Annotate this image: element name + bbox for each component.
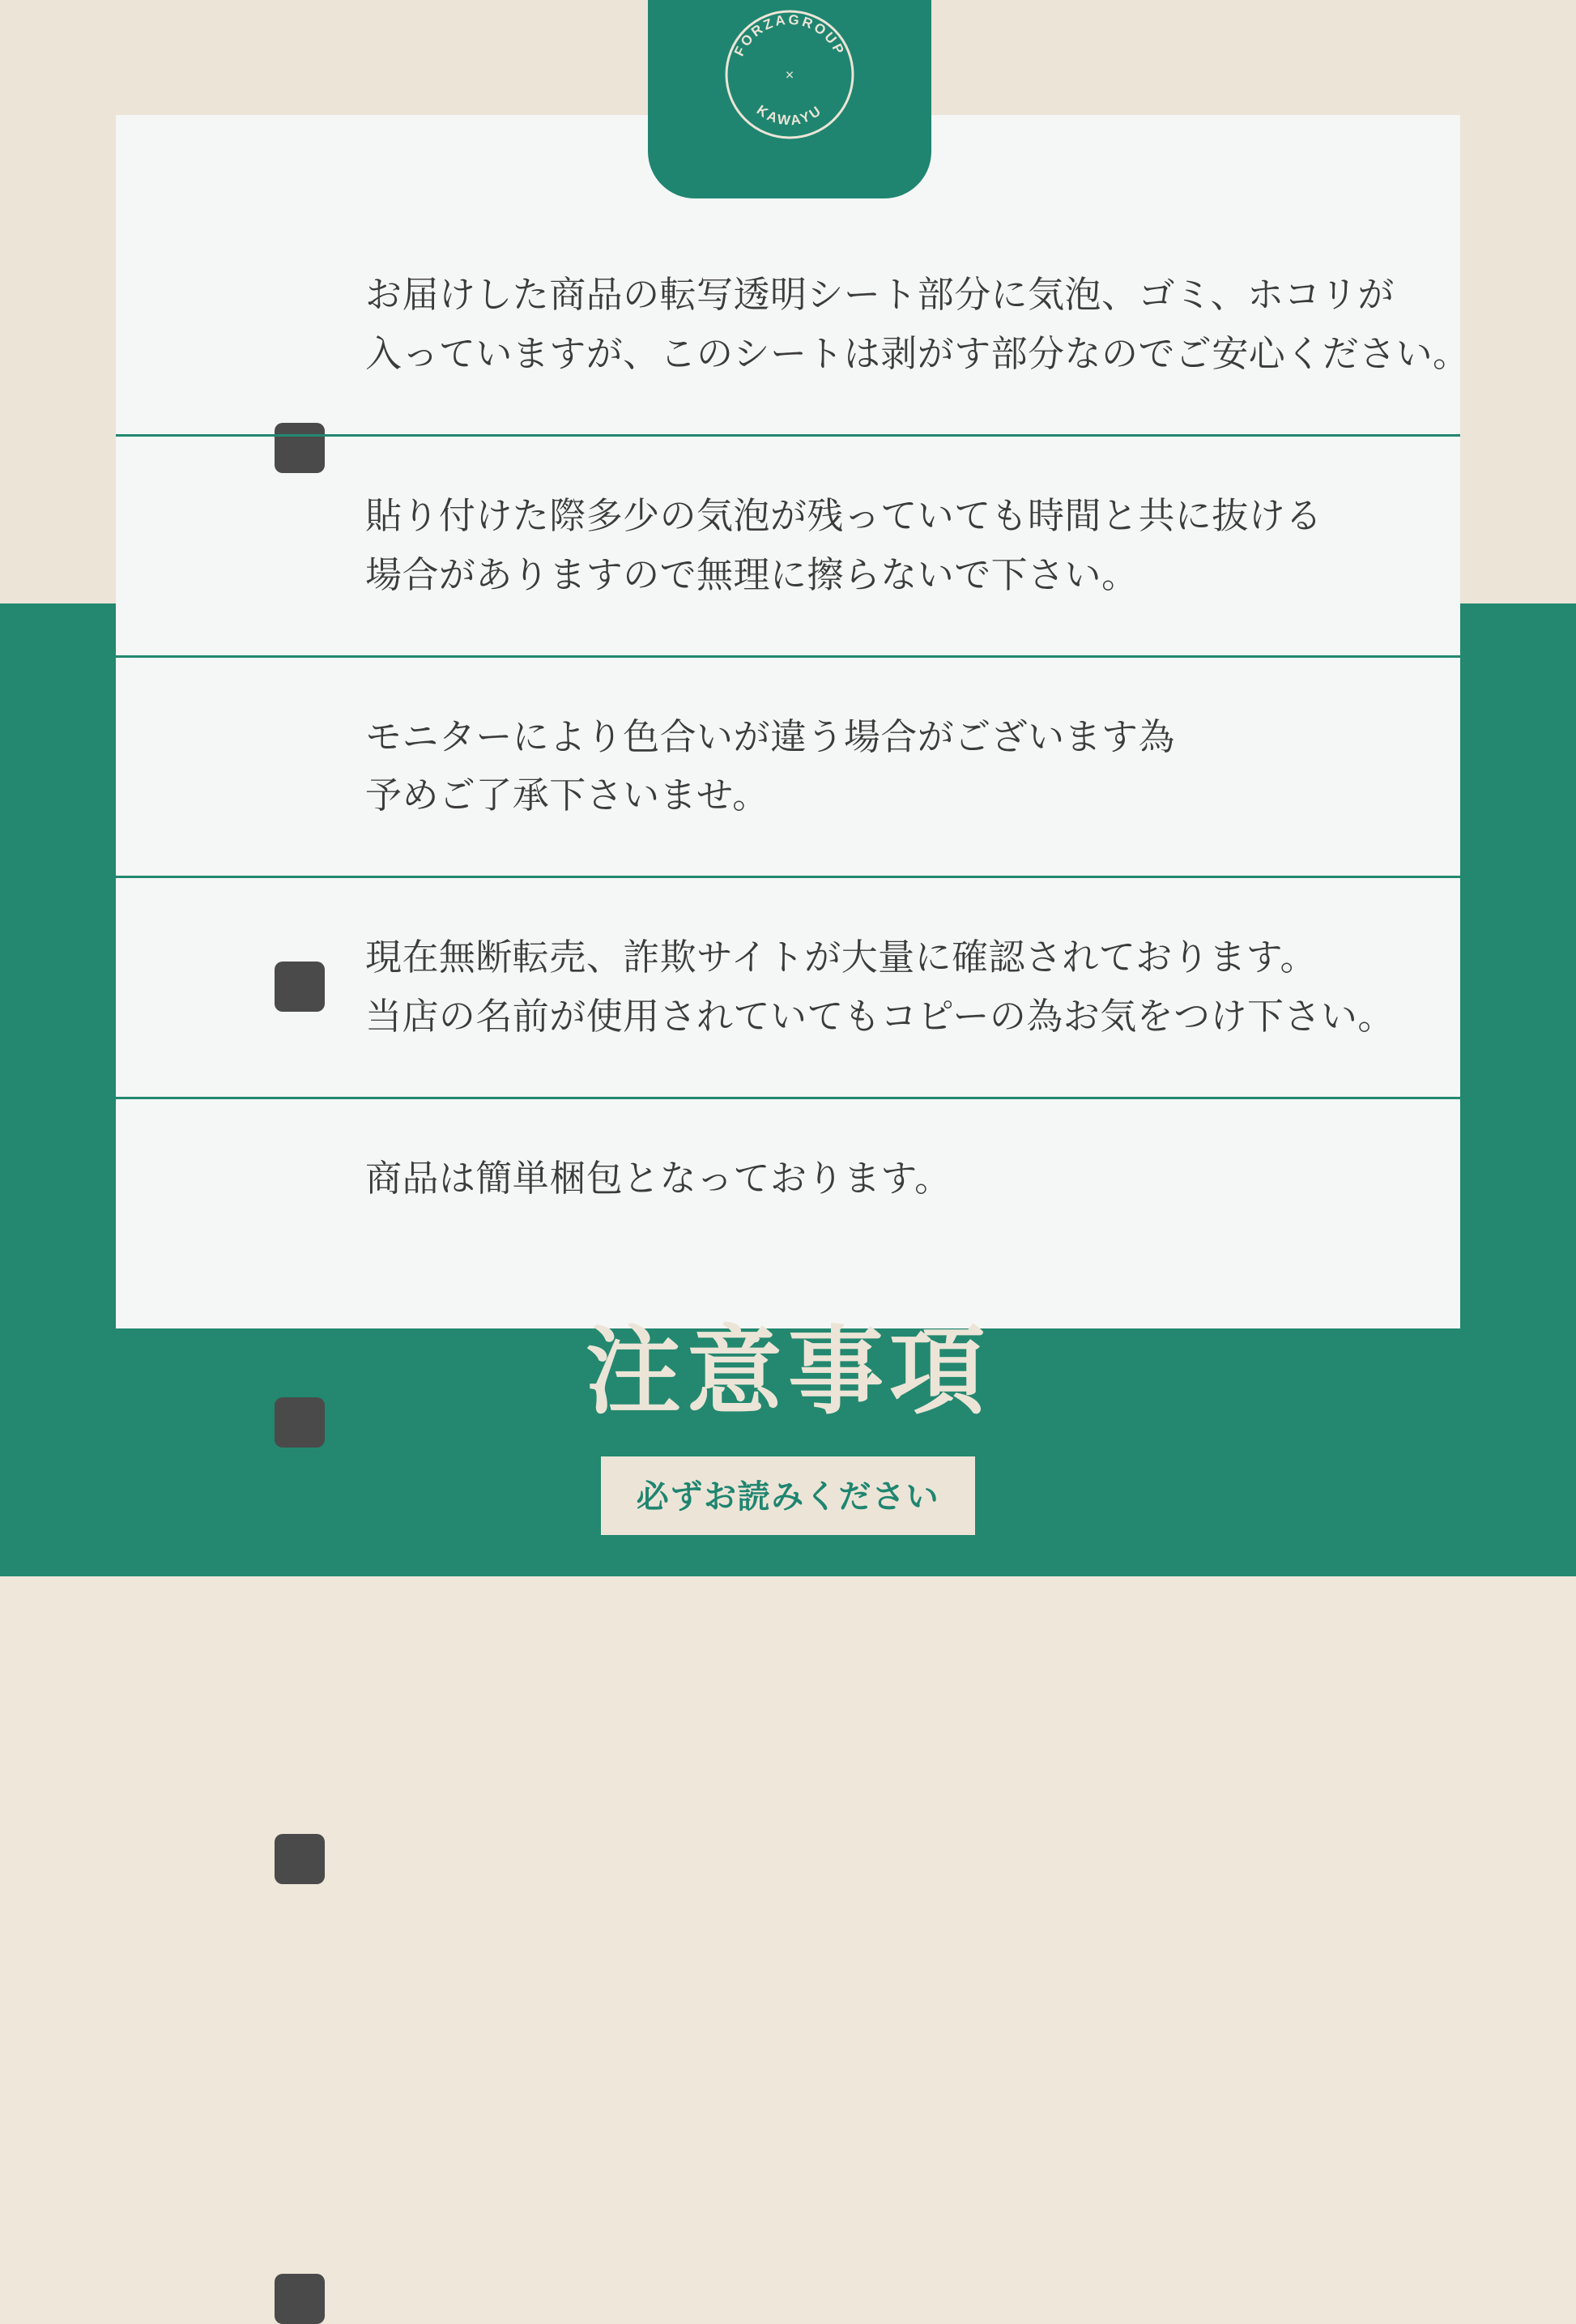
notes-card xyxy=(116,115,1470,1328)
square-bullet-icon xyxy=(275,1834,325,1884)
note-line: 場合がありますので無理に擦らないで下さい。 xyxy=(365,553,1139,595)
note-text xyxy=(275,266,1518,384)
svg-text:KAWAYU: KAWAYU xyxy=(753,102,826,129)
list-item xyxy=(116,876,1460,1097)
svg-text:FORZAGROUP: FORZAGROUP xyxy=(730,11,848,59)
note-line: 貼り付けた際多少の気泡が残っていても時間と共に抜ける xyxy=(365,494,1323,536)
list-item xyxy=(116,1097,1460,1328)
footer xyxy=(0,1320,1576,1535)
note-line: 入っていますが、このシートは剥がす部分なのでご安心ください。 xyxy=(365,332,1470,374)
note-line: 当店の名前が使用されていてもコピーの為お気をつけ下さい。 xyxy=(365,996,1395,1038)
square-bullet-icon xyxy=(275,2274,325,2324)
note-line: モニターにより色合いが違う場合がございます為 xyxy=(365,715,1175,757)
note-text xyxy=(275,708,1224,826)
note-line: 現在無断転売、詐欺サイトが大量に確認されております。 xyxy=(365,936,1317,979)
forzagroup-kawayu-logo-icon xyxy=(703,0,877,162)
list-item xyxy=(116,655,1460,876)
note-line: 商品は簡単梱包となっております。 xyxy=(365,1158,952,1200)
note-text xyxy=(275,928,1443,1047)
note-text xyxy=(275,1149,1000,1209)
page-title: 注意事項 xyxy=(585,1319,991,1426)
brand-logo-badge xyxy=(648,0,931,198)
svg-text:×: × xyxy=(785,66,794,83)
note-line: お届けした商品の転写透明シート部分に気泡、ゴミ、ホコリが xyxy=(365,274,1395,315)
note-text xyxy=(275,487,1371,605)
note-line: 予めご了承下さいませ。 xyxy=(365,774,769,817)
status-badge: 必ずお読みください xyxy=(601,1456,975,1535)
list-item xyxy=(116,434,1460,655)
